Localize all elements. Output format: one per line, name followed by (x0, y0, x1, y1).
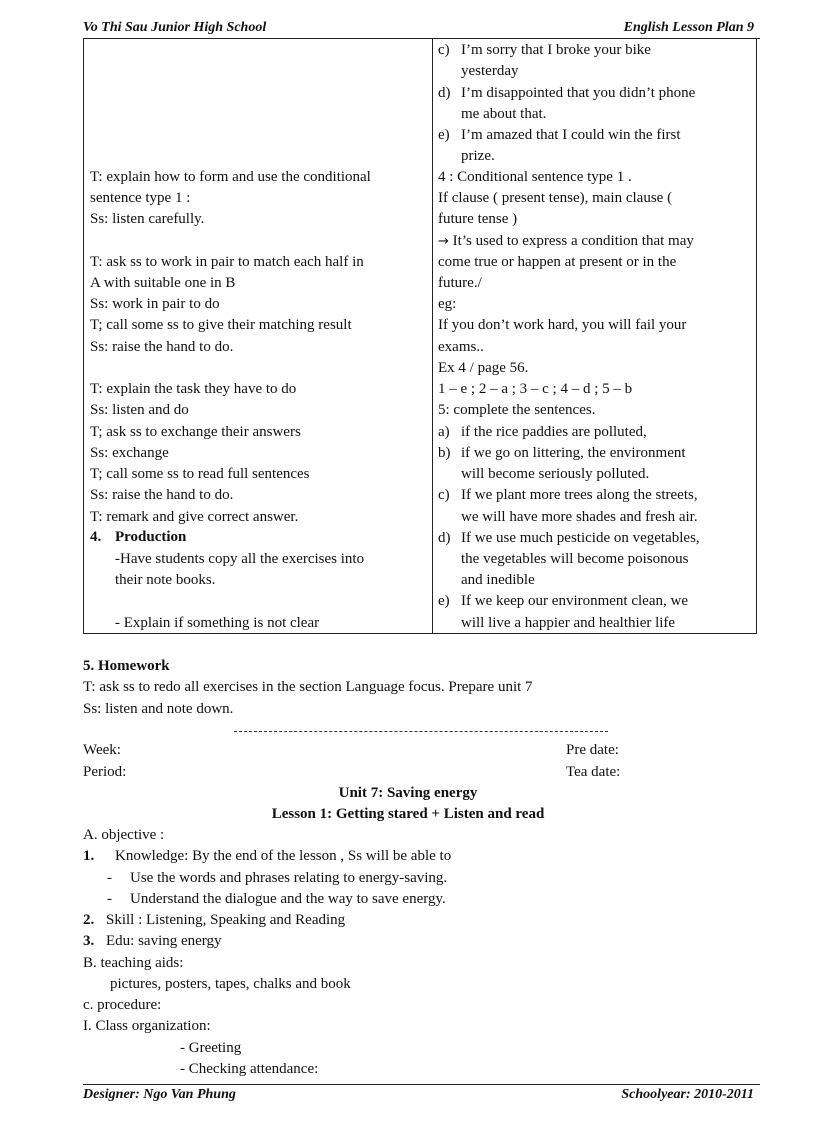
edu-text: Edu: saving energy (106, 933, 222, 949)
item-label: c) (438, 42, 450, 58)
item-text: I’m amazed that I could win the first (461, 127, 681, 143)
knowledge-number: 1. (83, 848, 95, 864)
left-line: T: explain how to form and use the conditional (90, 169, 371, 185)
production-line: - Explain if something is not clear (115, 615, 320, 631)
grammar-line: future./ (438, 275, 482, 291)
item-text: prize. (461, 148, 495, 164)
week-label: Week: (83, 742, 121, 758)
grammar-line: future tense ) (438, 211, 518, 227)
homework-line: Ss: listen and note down. (83, 701, 234, 717)
item-text: If we plant more trees along the streets, (461, 487, 698, 503)
item-text: and inedible (461, 572, 535, 588)
item-label: b) (438, 445, 451, 461)
page-footer (83, 1084, 760, 1105)
left-line: Ss: work in pair to do (90, 296, 220, 312)
knowledge-bullet: Use the words and phrases relating to energy-saving. (130, 870, 448, 886)
left-line: T: remark and give correct answer. (90, 509, 299, 525)
tea-date-label: Tea date: (566, 764, 621, 780)
item-text: I’m disappointed that you didn’t phone (461, 85, 696, 101)
item-text: if the rice paddies are polluted, (461, 424, 647, 440)
grammar-line: exams.. (438, 339, 484, 355)
item-text: I’m sorry that I broke your bike (461, 42, 651, 58)
procedure-heading: c. procedure: (83, 997, 162, 1013)
greeting-item: - Greeting (180, 1040, 242, 1056)
left-line: T: explain the task they have to do (90, 381, 297, 397)
grammar-line: 4 : Conditional sentence type 1 . (438, 169, 632, 185)
left-line: Ss: raise the hand to do. (90, 339, 234, 355)
grammar-line (438, 231, 694, 252)
item-text: me about that. (461, 106, 547, 122)
left-line: T; call some ss to read full sentences (90, 466, 310, 482)
item-label: d) (438, 85, 451, 101)
item-text: If we use much pesticide on vegetables, (461, 530, 700, 546)
production-heading: Production (115, 529, 187, 545)
lesson-table (83, 39, 757, 634)
grammar-line: If clause ( present tense), main clause ( (438, 190, 673, 206)
left-line: T; call some ss to give their matching result (90, 317, 352, 333)
homework-line: T: ask ss to redo all exercises in the section Language focus. Prepare unit 7 (83, 679, 533, 695)
attendance-item: - Checking attendance: (180, 1061, 319, 1077)
item-text: the vegetables will become poisonous (461, 551, 689, 567)
section-separator (234, 731, 608, 732)
left-line: Ss: raise the hand to do. (90, 487, 234, 503)
pre-date-label: Pre date: (566, 742, 619, 758)
designer-name: Designer: Ngo Van Phung (83, 1087, 236, 1102)
answer-key: 1 – e ; 2 – a ; 3 – c ; 4 – d ; 5 – b (438, 381, 633, 397)
item-text: If we keep our environment clean, we (461, 593, 688, 609)
item-label: a) (438, 424, 450, 440)
grammar-text: It’s used to express a condition that may (452, 233, 694, 249)
left-line: sentence type 1 : (90, 190, 191, 206)
edu-number: 3. (83, 933, 95, 949)
item-label: e) (438, 593, 450, 609)
item-text: will live a happier and healthier life (461, 615, 676, 631)
grammar-line: come true or happen at present or in the (438, 254, 677, 270)
knowledge-text: Knowledge: By the end of the lesson , Ss will be able to (115, 848, 452, 864)
aids-heading: B. teaching aids: (83, 955, 184, 971)
lesson-plan-title: English Lesson Plan 9 (623, 20, 754, 35)
period-label: Period: (83, 764, 127, 780)
homework-heading: 5. Homework (83, 658, 170, 674)
item-label: e) (438, 127, 450, 143)
objective-heading: A. objective : (83, 827, 165, 843)
unit-title: Unit 7: Saving energy (338, 785, 478, 801)
task-heading: 5: complete the sentences. (438, 402, 596, 418)
left-line: Ss: exchange (90, 445, 169, 461)
skill-number: 2. (83, 912, 95, 928)
grammar-line: eg: (438, 296, 457, 312)
aids-items: pictures, posters, tapes, chalks and book (110, 976, 351, 992)
left-line: A with suitable one in B (90, 275, 236, 291)
left-line: Ss: listen carefully. (90, 211, 205, 227)
production-number: 4. (90, 529, 102, 545)
grammar-line: If you don’t work hard, you will fail your (438, 317, 687, 333)
class-organization: I. Class organization: (83, 1018, 211, 1034)
lesson-title: Lesson 1: Getting stared + Listen and read (271, 806, 545, 822)
left-line: Ss: listen and do (90, 402, 189, 418)
left-line: T; ask ss to exchange their answers (90, 424, 301, 440)
knowledge-bullet: Understand the dialogue and the way to save energy. (130, 891, 446, 907)
item-label: d) (438, 530, 451, 546)
item-text: will become seriously polluted. (461, 466, 650, 482)
exercise-ref: Ex 4 / page 56. (438, 360, 529, 376)
item-label: c) (438, 487, 450, 503)
school-name: Vo Thi Sau Junior High School (83, 20, 267, 35)
production-line: their note books. (115, 572, 216, 588)
item-text: yesterday (461, 63, 519, 79)
production-line: -Have students copy all the exercises into (115, 551, 365, 567)
skill-text: Skill : Listening, Speaking and Reading (106, 912, 346, 928)
arrow-icon: → (438, 234, 449, 249)
item-text: if we go on littering, the environment (461, 445, 686, 461)
content-column (433, 39, 755, 633)
bullet-dash: - (107, 891, 112, 907)
page-header (83, 20, 760, 39)
item-text: we will have more shades and fresh air. (461, 509, 698, 525)
left-line: T: ask ss to work in pair to match each half in (90, 254, 364, 270)
school-year: Schoolyear: 2010-2011 (621, 1087, 754, 1102)
bullet-dash: - (107, 870, 112, 886)
